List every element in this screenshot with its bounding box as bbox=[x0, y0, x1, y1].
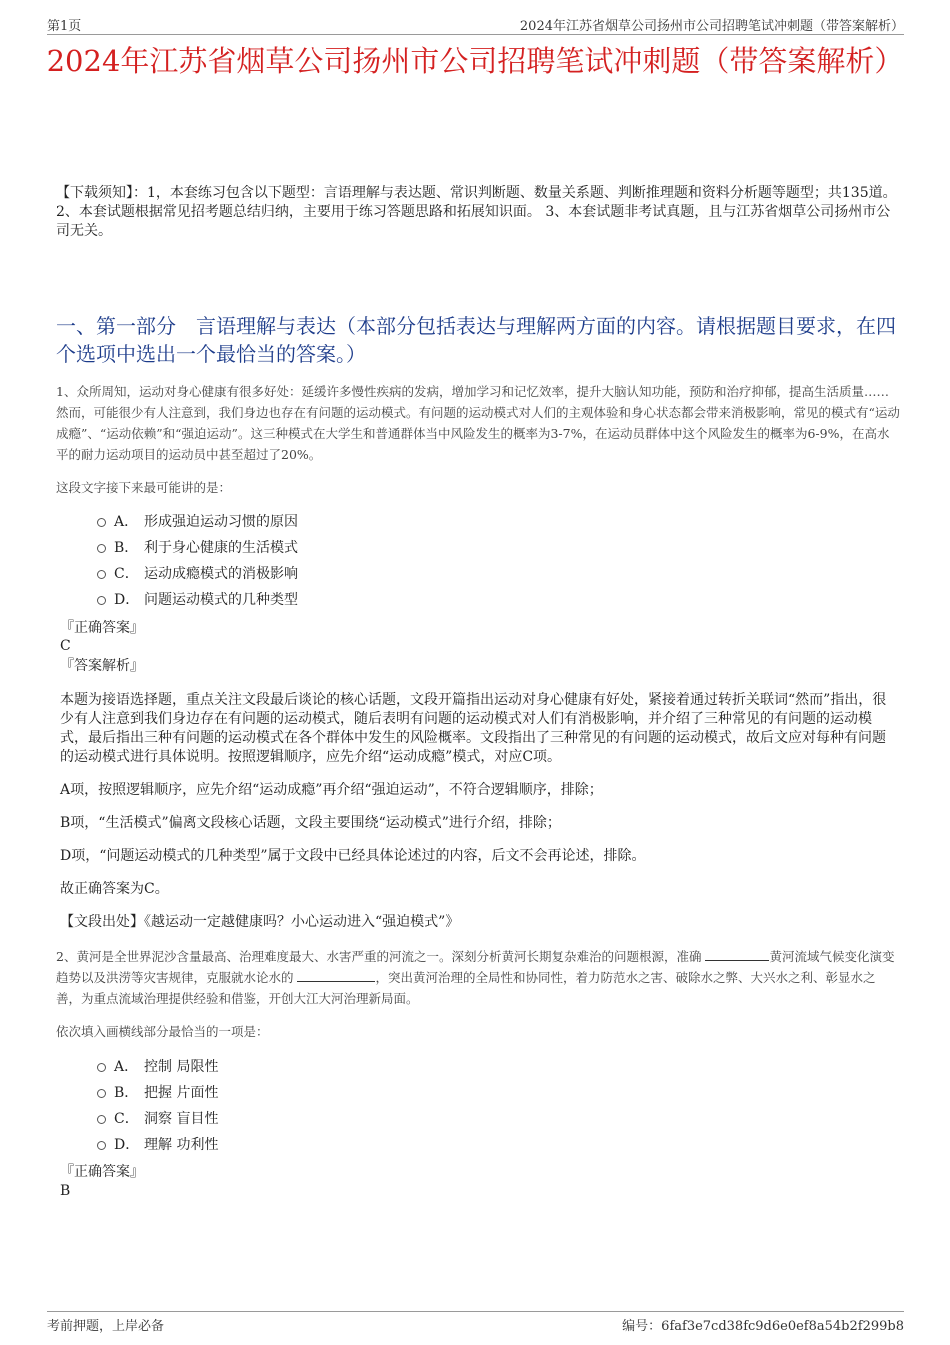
option-text: 洞察 盲目性 bbox=[144, 1111, 219, 1127]
question-2-text bbox=[56, 946, 900, 1009]
page-footer bbox=[47, 1311, 904, 1336]
page-header bbox=[47, 14, 904, 35]
analysis-paragraph: B项，“生活模式”偏离文段核心话题，文段主要围绕“运动模式”进行介绍，排除； bbox=[60, 815, 561, 831]
question-2-text-part: 2、黄河是全世界泥沙含量最高、治理难度最大、水害严重的河流之一。深刻分析黄河长期复杂难治的问题根源，准确 bbox=[56, 949, 706, 964]
option-b[interactable] bbox=[97, 1080, 218, 1106]
option-a[interactable] bbox=[97, 1054, 218, 1080]
answer-heading: 『正确答案』 bbox=[60, 620, 144, 636]
footer-serial: 编号：6faf3e7cd38fc9d6e0ef8a54b2f299b8 bbox=[622, 1319, 904, 1334]
option-a[interactable] bbox=[97, 509, 298, 535]
radio-icon[interactable] bbox=[97, 544, 106, 553]
radio-icon[interactable] bbox=[97, 1141, 106, 1150]
option-text: 问题运动模式的几种类型 bbox=[144, 592, 298, 608]
option-label: D． bbox=[114, 592, 140, 608]
option-d[interactable] bbox=[97, 1132, 218, 1158]
option-label: C． bbox=[114, 566, 139, 582]
option-text: 运动成瘾模式的消极影响 bbox=[144, 566, 298, 582]
option-label: A． bbox=[114, 514, 139, 530]
question-1-text: 1、众所周知，运动对身心健康有很多好处：延缓许多慢性疾病的发病，增加学习和记忆效率，提升大脑认知功能，预防和治疗抑郁，提高生活质量……然而，可能很少有人注意到，我们身边也存在有问题的运动模式。有问题的运动模式对人们的主观体验和身心状态都会带来消极影响，常见的模式有“运动成瘾”、“运动依赖”和“强迫运动”。这三种模式在大学生和普通群体当中风险发生的概率为3-7%，在运动员群体中这个风险发生的概率为6-9%，在高水平的耐力运动项目的运动员中甚至超过了20%。 bbox=[56, 384, 900, 462]
analysis-heading: 『答案解析』 bbox=[60, 658, 144, 674]
option-text: 把握 片面性 bbox=[144, 1085, 219, 1101]
option-label: C． bbox=[114, 1111, 139, 1127]
footer-slogan: 考前押题，上岸必备 bbox=[47, 1319, 165, 1334]
option-c[interactable] bbox=[97, 561, 298, 587]
option-text: 控制 局限性 bbox=[144, 1059, 219, 1075]
radio-icon[interactable] bbox=[97, 518, 106, 527]
option-label: A． bbox=[114, 1059, 139, 1075]
analysis-paragraph: D项，“问题运动模式的几种类型”属于文段中已经具体论述过的内容，后文不会再论述，排除。 bbox=[60, 848, 646, 864]
option-label: B． bbox=[114, 1085, 139, 1101]
question-1-prompt: 这段文字接下来最可能讲的是： bbox=[56, 480, 232, 495]
radio-icon[interactable] bbox=[97, 596, 106, 605]
question-2-text-part: 黄河流域气候变化演变趋势以及洪涝等灾害规律，克服就水论水的 bbox=[56, 949, 895, 985]
analysis-paragraph: 本题为接语选择题，重点关注文段最后谈论的核心话题，文段开篇指出运动对身心健康有好处，紧接着通过转折关联词“然而”指出，很少有人注意到我们身边存在有问题的运动模式，随后表明有问题的运动模式对人们有消极影响，并介绍了三种常见的有问题的运动模式，最后指出三种有问题的运动模式在各个群体中发生的风险概率。文段指出了三种常见的有问题的运动模式，故后文应对每种有问题的运动模式进行具体说明。按照逻辑顺序，应先介绍“运动成瘾”模式，对应C项。 bbox=[60, 692, 887, 765]
option-b[interactable] bbox=[97, 535, 298, 561]
radio-icon[interactable] bbox=[97, 570, 106, 579]
fill-blank[interactable] bbox=[297, 969, 375, 982]
answer-value: C bbox=[60, 638, 71, 654]
option-label: D． bbox=[114, 1137, 140, 1153]
header-doc-title: 2024年江苏省烟草公司扬州市公司招聘笔试冲刺题（带答案解析） bbox=[519, 19, 904, 34]
radio-icon[interactable] bbox=[97, 1115, 106, 1124]
analysis-paragraph: A项，按照逻辑顺序，应先介绍“运动成瘾”再介绍“强迫运动”，不符合逻辑顺序，排除； bbox=[60, 782, 603, 798]
analysis-paragraph: 故正确答案为C。 bbox=[60, 881, 169, 897]
radio-icon[interactable] bbox=[97, 1063, 106, 1072]
page-number: 第1页 bbox=[47, 19, 82, 34]
option-label: B． bbox=[114, 540, 139, 556]
question-1-options bbox=[97, 509, 298, 613]
question-2-prompt: 依次填入画横线部分最恰当的一项是： bbox=[56, 1024, 269, 1039]
question-2-options bbox=[97, 1054, 218, 1158]
option-text: 形成强迫运动习惯的原因 bbox=[144, 514, 298, 530]
option-text: 利于身心健康的生活模式 bbox=[144, 540, 298, 556]
section-title: 一、第一部分 言语理解与表达（本部分包括表达与理解两方面的内容。请根据题目要求，在四个选项中选出一个最恰当的答案。） bbox=[56, 314, 896, 366]
option-text: 理解 功利性 bbox=[144, 1137, 219, 1153]
fill-blank[interactable] bbox=[705, 948, 769, 961]
radio-icon[interactable] bbox=[97, 1089, 106, 1098]
answer-value: B bbox=[60, 1183, 71, 1199]
option-d[interactable] bbox=[97, 587, 298, 613]
option-c[interactable] bbox=[97, 1106, 218, 1132]
answer-heading: 『正确答案』 bbox=[60, 1164, 144, 1180]
download-notice: 【下载须知】：1，本套练习包含以下题型：言语理解与表达题、常识判断题、数量关系题、判断推理题和资料分析题等题型；共135道。 2、本套试题根据常见招考题总结归纳，主要用于练习答题思路和拓展知识面。 3、本套试题非考试真题，且与江苏省烟草公司扬州市公司无关。 bbox=[56, 185, 897, 239]
passage-source: 【文段出处】《越运动一定越健康吗？小心运动进入“强迫模式”》 bbox=[60, 914, 460, 930]
document-title: 2024年江苏省烟草公司扬州市公司招聘笔试冲刺题（带答案解析） bbox=[46, 44, 904, 78]
question-2-text-part: ，突出黄河治理的全局性和协同性，着力防范水之害、破除水之弊、大兴水之利、彰显水之善，为重点流域治理提供经验和借鉴，开创大江大河治理新局面。 bbox=[56, 970, 876, 1006]
